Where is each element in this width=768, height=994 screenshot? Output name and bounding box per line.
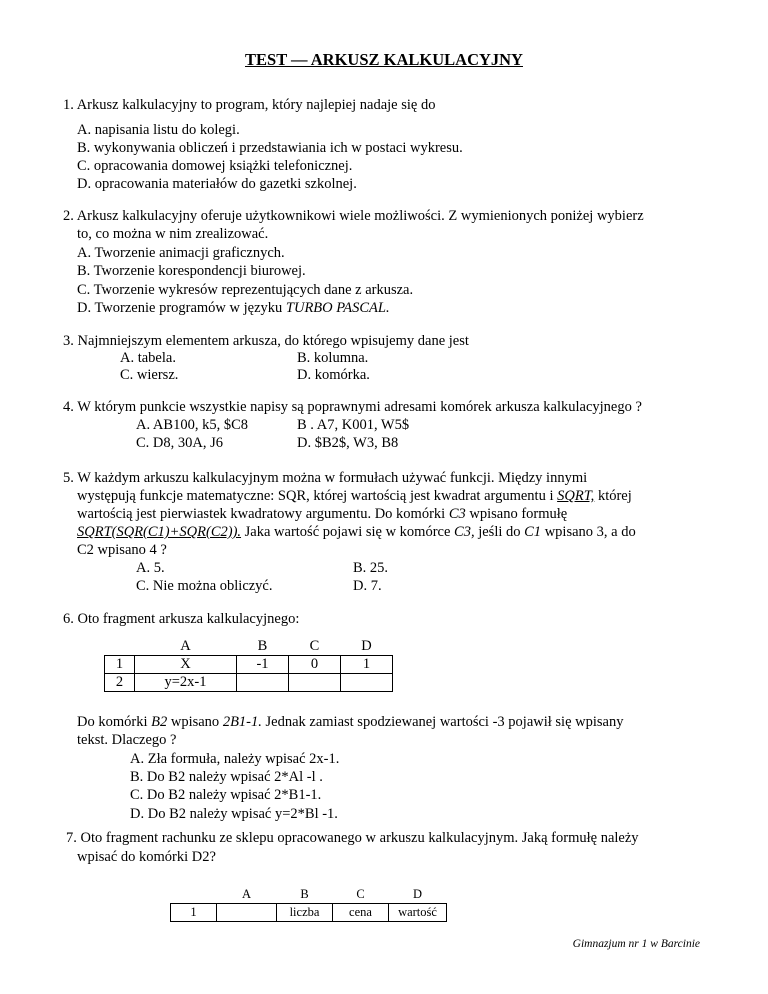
q2-option-c: C. Tworzenie wykresów reprezentujących dane z arkusza. (77, 282, 414, 298)
q2-option-d (77, 299, 390, 317)
q5-line4-mid: jeśli do (474, 524, 525, 540)
q5-line4-text: Jaka wartość pojawi się w komórce (241, 524, 455, 540)
q2-option-d-text: D. Tworzenie programów w języku (77, 300, 286, 316)
q6-option-c: C. Do B2 należy wpisać 2*B1-1. (130, 787, 322, 803)
q7-cell-b1: liczba (277, 904, 333, 922)
q5-line3-end: wpisano formułę (465, 506, 568, 522)
q5-line2-end: której (594, 488, 632, 504)
q3-option-b: B. kolumna. (297, 350, 369, 366)
page-footer: Gimnazjum nr 1 w Barcinie (572, 938, 700, 950)
q6-cell-c1: 0 (289, 656, 341, 674)
q7-cell-d1: wartość (389, 904, 447, 922)
page-title: TEST — ARKUSZ KALKULACYJNY (245, 50, 523, 69)
q7-col-header-d: D (412, 887, 423, 901)
q2-question-line1: 2. Arkusz kalkulacyjny oferuje użytkownikowi wiele możliwości. Z wymienionych poniżej wybierz (63, 208, 644, 224)
q6-p1-text: Do komórki (77, 714, 152, 730)
q6-cell-a1: X (135, 656, 237, 674)
q6-spreadsheet-table (104, 638, 393, 692)
q3-question: 3. Najmniejszym elementem arkusza, do którego wpisujemy dane jest (63, 333, 469, 349)
q6-p1-mid: wpisano (167, 714, 223, 730)
q7-row-header-1: 1 (171, 904, 217, 922)
q5-sqrt-ref: SQRT, (557, 488, 595, 504)
q4-question: 4. W którym punkcie wszystkie napisy są poprawnymi adresami komórek arkusza kalkulacyjnego ? (63, 399, 642, 415)
q6-cell-b2 (237, 674, 289, 692)
q1-question: 1. Arkusz kalkulacyjny to program, który najlepiej nadaje się do (63, 97, 436, 113)
q6-row-1 (105, 656, 393, 674)
q4-option-d: D. $B2$, W3, B8 (297, 435, 399, 451)
q2-option-b: B. Tworzenie korespondencji biurowej. (77, 263, 306, 279)
q6-cell-c2 (289, 674, 341, 692)
q7-receipt-table (170, 886, 447, 922)
q5-option-d: D. 7. (353, 578, 382, 594)
q2-option-a: A. Tworzenie animacji graficznych. (77, 245, 285, 261)
q5-option-c: C. Nie można obliczyć. (136, 578, 273, 594)
q6-entered-formula: 2B1-1. (222, 714, 262, 730)
q6-header-row (105, 638, 393, 656)
q3-option-a: A. tabela. (120, 350, 176, 366)
q6-cell-d2 (341, 674, 393, 692)
q6-option-a: A. Zła formuła, należy wpisać 2x-1. (130, 751, 340, 767)
q6-option-d: D. Do B2 należy wpisać y=2*Bl -1. (130, 806, 338, 822)
q7-cell-c1: cena (333, 904, 389, 922)
q6-col-header-c: C (309, 638, 320, 654)
q6-col-header-a: A (180, 638, 191, 654)
q2-option-d-italic: TURBO PASCAL. (285, 300, 390, 316)
q6-cell-a2: y=2x-1 (135, 674, 237, 692)
q6-paragraph-line1 (77, 713, 623, 731)
q3-option-d: D. komórka. (297, 367, 370, 383)
q4-option-a: A. AB100, k5, $C8 (136, 417, 248, 433)
q7-header-row (171, 886, 447, 904)
q7-col-header-a: A (241, 887, 252, 901)
q6-row-2 (105, 674, 393, 692)
q5-line4 (77, 523, 636, 541)
q6-p1-end: Jednak zamiast spodziewanej wartości -3 pojawił się wpisany (261, 714, 624, 730)
q6-cell-d1: 1 (341, 656, 393, 674)
q6-row-header-2: 2 (105, 674, 135, 692)
q2-question-line2: to, co można w nim zrealizować. (77, 226, 269, 242)
q6-corner-cell (105, 638, 135, 656)
q6-col-header-b: B (257, 638, 268, 654)
q4-option-c: C. D8, 30A, J6 (136, 435, 224, 451)
q5-option-a: A. 5. (136, 560, 165, 576)
q5-option-b: B. 25. (353, 560, 389, 576)
q5-cell-c1: C1 (524, 524, 542, 540)
q1-option-a: A. napisania listu do kolegi. (77, 122, 240, 138)
q6-row-header-1: 1 (105, 656, 135, 674)
q6-cell-b1: -1 (237, 656, 289, 674)
q1-option-b: B. wykonywania obliczeń i przedstawiania ich w postaci wykresu. (77, 140, 463, 156)
q5-line2-text: występują funkcje matematyczne: SQR, której wartością jest kwadrat argumentu i (77, 488, 558, 504)
q6-col-header-d: D (361, 638, 372, 654)
q4-option-b: B . A7, K001, W5$ (297, 417, 410, 433)
q5-line2 (77, 487, 632, 505)
q5-cell-c3-ref: C3, (454, 524, 475, 540)
q6-question: 6. Oto fragment arkusza kalkulacyjnego: (63, 611, 300, 627)
q6-paragraph-line2: tekst. Dlaczego ? (77, 732, 177, 748)
q5-cell-c3: C3 (448, 506, 466, 522)
q7-corner-cell (171, 886, 217, 904)
q1-option-d: D. opracowania materiałów do gazetki szkolnej. (77, 176, 357, 192)
q5-line5: C2 wpisano 4 ? (77, 542, 167, 558)
q1-option-c: C. opracowania domowej książki telefonicznej. (77, 158, 353, 174)
q5-formula: SQRT(SQR(C1)+SQR(C2)). (77, 524, 242, 540)
q5-line3 (77, 505, 567, 523)
q5-line1: 5. W każdym arkuszu kalkulacyjnym można w formułach używać funkcji. Między innymi (63, 470, 588, 486)
q6-option-b: B. Do B2 należy wpisać 2*Al -l . (130, 769, 323, 785)
q5-line3-text: wartością jest pierwiastek kwadratowy argumentu. Do komórki (77, 506, 449, 522)
q7-question-line1: 7. Oto fragment rachunku ze sklepu opracowanego w arkuszu kalkulacyjnym. Jaką formułę należy (66, 830, 639, 846)
q7-row-1 (171, 904, 447, 922)
q7-col-header-c: C (356, 887, 365, 901)
q7-cell-a1 (217, 904, 277, 922)
q5-line4-end: wpisano 3, a do (541, 524, 636, 540)
q6-cell-b2-ref: B2 (151, 714, 168, 730)
q3-option-c: C. wiersz. (120, 367, 179, 383)
q7-question-line2: wpisać do komórki D2? (77, 849, 216, 865)
q7-col-header-b: B (300, 887, 309, 901)
